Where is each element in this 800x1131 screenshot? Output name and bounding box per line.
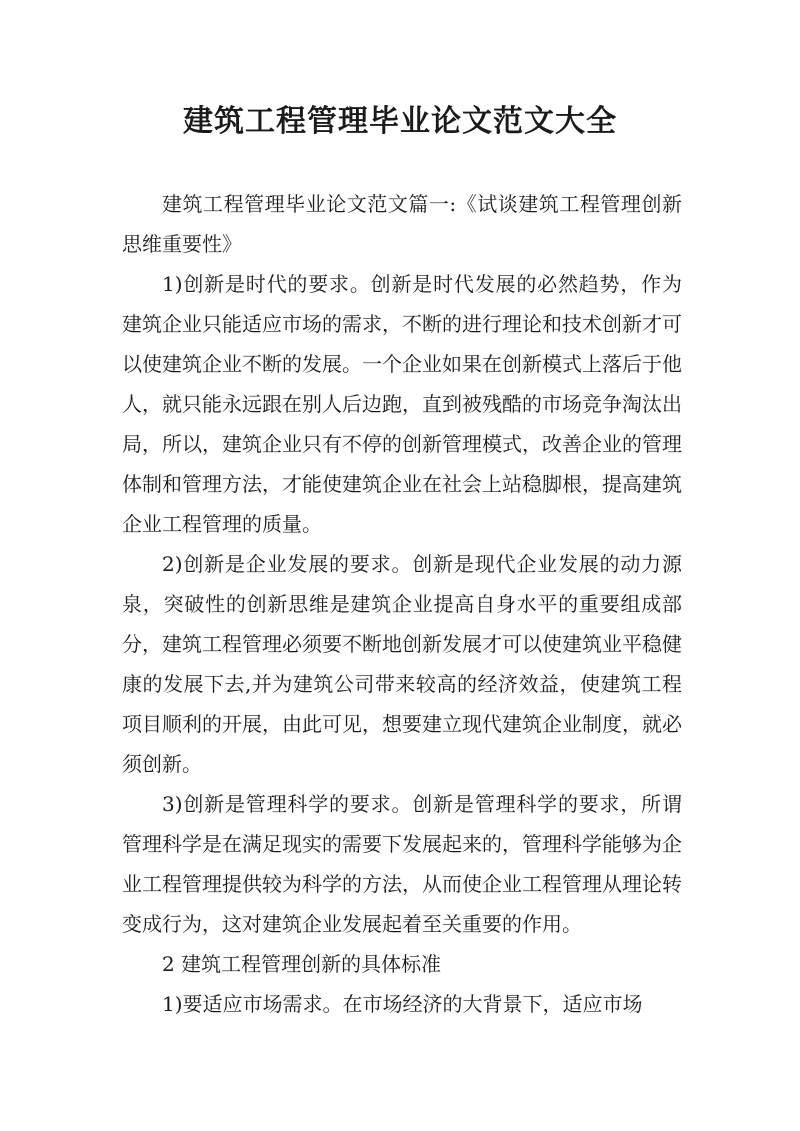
paragraph-heading: 建筑工程管理毕业论文范文篇一:《试谈建筑工程管理创新思维重要性》 (122, 192, 682, 256)
paragraph: 2)创新是企业发展的要求。创新是现代企业发展的动力源泉，突破性的创新思维是建筑企业提高自身水平的重要组成部分，建筑工程管理必须要不断地创新发展才可以使建筑业平稳健康的发展下去,并为建筑公司带来较高的经济效益，使建筑工程项目顺利的开展，由此可见，想要建立现代建筑企业制度，就必须创新。 (122, 552, 682, 776)
paragraph: 3)创新是管理科学的要求。创新是管理科学的要求，所谓管理科学是在满足现实的需要下发展起来的，管理科学能够为企业工程管理提供较为科学的方法，从而使企业工程管理从理论转变成行为，这对建筑企业发展起着至关重要的作用。 (122, 792, 682, 936)
paragraph: 1)要适应市场需求。在市场经济的大背景下，适应市场 (162, 992, 643, 1016)
document-title: 建筑工程管理毕业论文范文大全 (183, 104, 617, 139)
section-heading: 2 建筑工程管理创新的具体标准 (162, 952, 442, 976)
document-body (122, 184, 682, 1024)
paragraph: 1)创新是时代的要求。创新是时代发展的必然趋势，作为建筑企业只能适应市场的需求，不断的进行理论和技术创新才可以使建筑企业不断的发展。一个企业如果在创新模式上落后于他人，就只能永远跟在别人后边跑，直到被残酷的市场竞争淘汰出局，所以，建筑企业只有不停的创新管理模式，改善企业的管理体制和管理方法，才能使建筑企业在社会上站稳脚根，提高建筑企业工程管理的质量。 (122, 272, 682, 536)
